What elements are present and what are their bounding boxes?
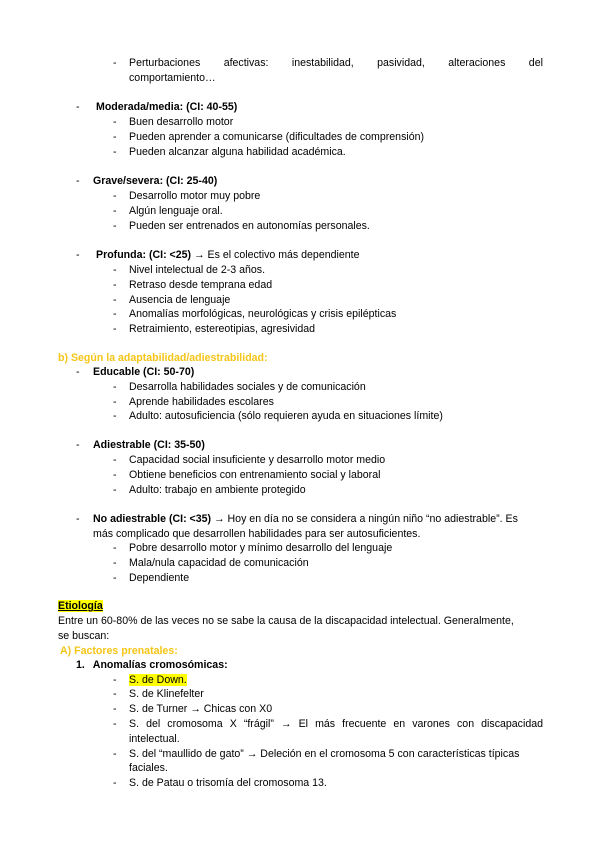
bullet-dash: -: [113, 688, 117, 700]
moderate-heading: Moderada/media: (CI: 40-55): [96, 101, 238, 113]
bullet-dash: -: [113, 220, 117, 232]
bullet-dash: -: [113, 469, 117, 481]
list-item: Capacidad social insuficiente y desarrollo motor medio: [129, 454, 386, 466]
list-item: Pueden alcanzar alguna habilidad académica.: [129, 146, 346, 158]
bullet-dash: -: [76, 101, 80, 113]
bullet-dash: -: [113, 381, 117, 393]
non-trainable-heading: No adiestrable (CI: <35) → Hoy en día no se considera a ningún niño “no adiestrable”. Es: [93, 513, 518, 525]
list-item: S. de Klinefelter: [129, 688, 204, 700]
bullet-dash: -: [113, 557, 117, 569]
bullet-dash: -: [113, 279, 117, 291]
bullet-dash: -: [113, 57, 117, 69]
bullet-dash: -: [113, 131, 117, 143]
bullet-dash: -: [113, 190, 117, 202]
list-item: Nivel intelectual de 2-3 años.: [129, 264, 266, 276]
non-trainable-heading-cont: más complicado que desarrollen habilidades para ser autosuficientes.: [93, 528, 421, 540]
bullet-dash: -: [76, 513, 80, 525]
severe-heading: Grave/severa: (CI: 25-40): [93, 175, 218, 187]
list-item: Algún lenguaje oral.: [129, 205, 223, 217]
list-item: Mala/nula capacidad de comunicación: [129, 557, 309, 569]
etiology-intro-line1: Entre un 60-80% de las veces no se sabe la causa de la discapacidad intelectual. Generalmente,: [58, 615, 514, 627]
affective-item-line2: comportamiento…: [129, 72, 216, 84]
bullet-dash: -: [113, 703, 117, 715]
list-item: Pueden aprender a comunicarse (dificultades de comprensión): [129, 131, 425, 143]
trainable-heading: Adiestrable (CI: 35-50): [93, 439, 205, 451]
list-item: S. de Down.: [129, 674, 187, 686]
bullet-dash: -: [113, 484, 117, 496]
bullet-dash: -: [76, 366, 80, 378]
list-item: Buen desarrollo motor: [129, 116, 234, 128]
bullet-dash: -: [113, 410, 117, 422]
bullet-dash: -: [113, 116, 117, 128]
list-item: Retraso desde temprana edad: [129, 279, 273, 291]
prenatal-title: A) Factores prenatales:: [60, 645, 178, 657]
bullet-dash: -: [113, 396, 117, 408]
bullet-dash: -: [113, 264, 117, 276]
bullet-dash: -: [113, 454, 117, 466]
cri-du-chat-line1: S. del “maullido de gato” → Deleción en el cromosoma 5 con características típicas: [129, 748, 520, 760]
bullet-dash: -: [113, 542, 117, 554]
fragile-x-line2: intelectual.: [129, 733, 180, 745]
bullet-dash: -: [76, 175, 80, 187]
bullet-dash: -: [113, 294, 117, 306]
chromosomal-heading: 1. Anomalías cromosómicas:: [76, 659, 228, 671]
fragile-x-line1: S. del cromosoma X “frágil” → El más frecuente en varones con discapacidad: [129, 718, 543, 730]
list-item: Adulto: autosuficiencia (sólo requieren ayuda en situaciones límite): [129, 410, 443, 422]
educable-heading: Educable (CI: 50-70): [93, 366, 195, 378]
bullet-dash: -: [113, 308, 117, 320]
profound-heading: Profunda: (CI: <25) → Es el colectivo más dependiente: [96, 249, 360, 261]
list-item: Desarrolla habilidades sociales y de comunicación: [129, 381, 366, 393]
list-item: Dependiente: [129, 572, 190, 584]
bullet-dash: -: [76, 439, 80, 451]
list-item: Anomalías morfológicas, neurológicas y crisis epilépticas: [129, 308, 397, 320]
list-item: Pueden ser entrenados en autonomías personales.: [129, 220, 370, 232]
list-item: Adulto: trabajo en ambiente protegido: [129, 484, 306, 496]
section-b-title: b) Según la adaptabilidad/adiestrabilidad:: [58, 352, 268, 364]
bullet-dash: -: [76, 249, 80, 261]
list-item: Ausencia de lenguaje: [129, 294, 231, 306]
etiology-title: Etiología: [58, 600, 103, 612]
bullet-dash: -: [113, 205, 117, 217]
list-item: Obtiene beneficios con entrenamiento social y laboral: [129, 469, 381, 481]
list-item: Desarrollo motor muy pobre: [129, 190, 261, 202]
cri-du-chat-line2: faciales.: [129, 762, 168, 774]
etiology-intro-line2: se buscan:: [58, 630, 110, 642]
bullet-dash: -: [113, 748, 117, 760]
list-number: 1.: [76, 659, 85, 671]
list-item: Pobre desarrollo motor y mínimo desarrollo del lenguaje: [129, 542, 393, 554]
list-item: S. de Turner → Chicas con X0: [129, 703, 273, 715]
list-item: S. de Patau o trisomía del cromosoma 13.: [129, 777, 327, 789]
list-item: Retraimiento, estereotipias, agresividad: [129, 323, 316, 335]
list-item: Aprende habilidades escolares: [129, 396, 274, 408]
bullet-dash: -: [113, 777, 117, 789]
bullet-dash: -: [113, 146, 117, 158]
bullet-dash: -: [113, 674, 117, 686]
affective-item-line1: Perturbaciones afectivas: inestabilidad, pasividad, alteraciones del: [129, 57, 543, 69]
bullet-dash: -: [113, 323, 117, 335]
bullet-dash: -: [113, 718, 117, 730]
bullet-dash: -: [113, 572, 117, 584]
